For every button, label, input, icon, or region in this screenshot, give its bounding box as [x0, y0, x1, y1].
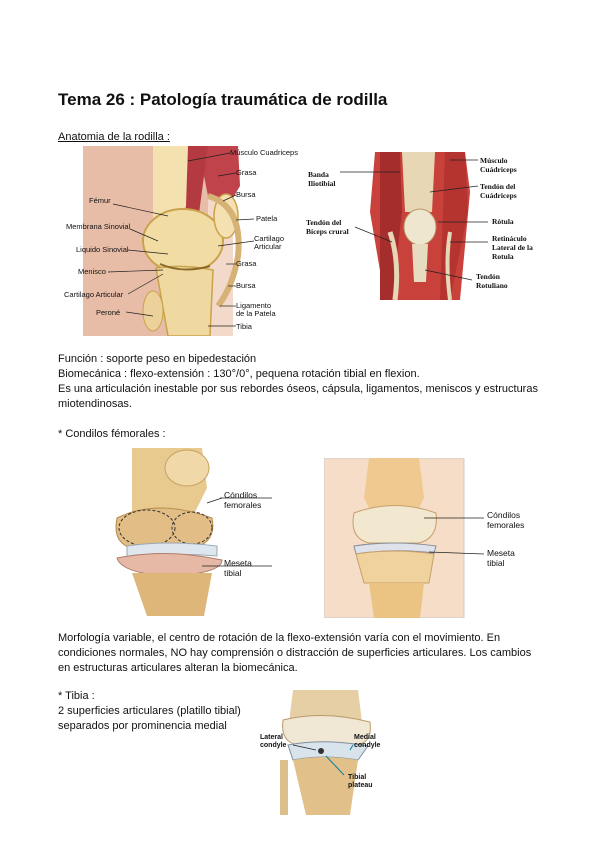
paragraph-line: en estructuras articulares alteran la biomecánica. — [58, 662, 298, 674]
paragraph-line: Biomecánica : flexo-extensión : 130°/0°, pequena rotación tibial en flexion. — [58, 368, 420, 380]
label-banda-iliotibial: Banda Iliotibial — [308, 170, 336, 188]
tibia-heading: * Tibia : — [58, 690, 95, 702]
condyles-figure-right — [324, 458, 544, 618]
tibia-text-line: separados por prominencia medial — [58, 720, 227, 732]
label-grasa-mid: Grasa — [236, 259, 257, 268]
label-musculo-cuadriceps: Músculo Cuadriceps — [230, 148, 298, 157]
tibial-plateau-figure — [258, 690, 398, 815]
label-femur: Fémur — [89, 196, 111, 205]
label-tibial-plateau: Tibial plateau — [348, 774, 373, 789]
paragraph-line: miotendinosas. — [58, 398, 132, 410]
label-bursa-top: Bursa — [236, 190, 256, 199]
label-musculo-cuadriceps-2: Músculo Cuádriceps — [480, 156, 517, 174]
knee-sagittal-figure — [58, 146, 320, 336]
condilos-heading: * Condilos fémorales : — [58, 428, 166, 440]
label-bursa-bottom: Bursa — [236, 281, 256, 290]
condyles-illustration-right — [324, 458, 544, 618]
label-liquido-sinovial: Liquido Sinovial — [76, 245, 129, 254]
label-lateral-condyle: Lateral condyle — [260, 734, 287, 749]
label-membrana-sinovial: Membrana Sinovial — [66, 222, 131, 231]
label-menisco: Menisco — [78, 267, 106, 276]
label-condilos-right: Cóndilos femorales — [487, 510, 525, 530]
paragraph-line: Es una articulación inestable por sus rebordes óseos, cápsula, ligamentos, meniscos y estructuras — [58, 383, 538, 395]
label-retinaculo: Retináculo Lateral de la Rotula — [492, 234, 533, 261]
label-cartilago-articular-right: Cartilago Articular — [254, 234, 285, 251]
paragraph-line: Morfología variable, el centro de rotación de la flexo-extensión varía con el movimiento. En — [58, 632, 501, 644]
label-condilos-left: Cóndilos femorales — [224, 490, 262, 510]
label-tendon-cuadriceps: Tendón del Cuádriceps — [480, 182, 517, 200]
paragraph-function — [58, 352, 558, 412]
label-meseta-left: Meseta tibial — [224, 558, 252, 578]
anatomy-heading: Anatomia de la rodilla : — [58, 131, 170, 143]
label-rotula: Rótula — [492, 217, 514, 226]
label-ligamento-patela: Ligamento de la Patela — [236, 301, 276, 318]
label-grasa-top: Grasa — [236, 168, 257, 177]
paragraph-line: Función : soporte peso en bipedestación — [58, 353, 257, 365]
label-tibia: Tibia — [236, 322, 252, 331]
tibia-text-line: 2 superficies articulares (platillo tibial) — [58, 705, 241, 717]
condyles-illustration-left — [92, 448, 292, 616]
tibia-text — [58, 704, 258, 734]
label-patela: Patela — [256, 214, 278, 223]
page-title: Tema 26 : Patología traumática de rodilla — [58, 90, 388, 109]
tibial-plateau-illustration — [258, 690, 398, 815]
knee-anterior-muscles-figure — [300, 152, 550, 300]
label-cartilago-articular-left: Cartilago Articular — [64, 290, 124, 299]
label-meseta-right: Meseta tibial — [487, 548, 515, 568]
label-tendon-biceps: Tendón del Bíceps crural — [306, 218, 349, 236]
label-medial-condyle: Medial condyle — [354, 734, 381, 749]
condyles-figure-left — [92, 448, 292, 616]
paragraph-line: condiciones normales, NO hay comprensión o distracción de superficies articulares. Los cambios — [58, 647, 532, 659]
label-tendon-rotuliano: Tendón Rotuliano — [476, 272, 508, 290]
paragraph-morfologia — [58, 631, 558, 676]
label-perone: Peroné — [96, 308, 121, 317]
